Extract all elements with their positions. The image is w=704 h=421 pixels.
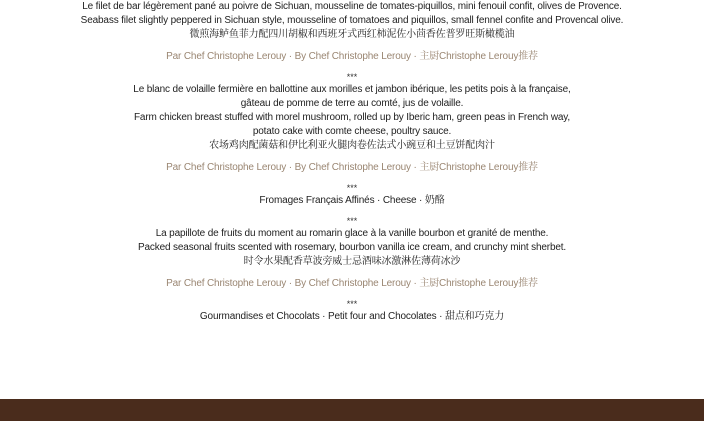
cheese-course: Fromages Français Affinés · Cheese · 奶酪 (259, 195, 445, 206)
separator: *** (346, 216, 358, 226)
poultry-description-fr-2: gâteau de pomme de terre au comté, jus de volaille. (240, 98, 464, 109)
separator: *** (346, 72, 358, 82)
dessert-description-fr: La papillote de fruits du moment au romarin glace à la vanille bourbon et granité de menthe. (155, 228, 549, 239)
poultry-description-fr-1: Le blanc de volaille fermière en ballottine aux morilles et jambon ibérique, les petits pois à la française, (133, 84, 571, 95)
poultry-description-zh: 农场鸡肉配菌菇和伊比利亚火腿肉卷佐法式小豌豆和土豆饼配肉汁 (209, 140, 495, 151)
separator: *** (346, 299, 358, 309)
petit-four-course: Gourmandises et Chocolats · Petit four and Chocolates · 甜点和巧克力 (199, 311, 505, 322)
dessert-description-en: Packed seasonal fruits scented with rosemary, bourbon vanilla ice cream, and crunchy mint sherbet. (137, 242, 567, 253)
chef-note-dessert: Par Chef Christophe Lerouy · By Chef Christophe Lerouy · 主厨Christophe Lerouy推荐 (166, 278, 538, 289)
fish-description-en: Seabass filet slightly peppered in Sichuan style, mousseline of tomatoes and piquillos, small fennel confite and Provencal olive. (80, 15, 624, 26)
footer-bar (0, 399, 704, 421)
poultry-description-en-1: Farm chicken breast stuffed with morel mushroom, rolled up by Iberic ham, green peas in French way, (133, 112, 571, 123)
fish-description-zh: 微煎海鲈鱼菲力配四川胡椒和西班牙式西红柿泥佐小茴香佐普罗旺斯橄榄油 (189, 29, 515, 40)
dessert-description-zh: 时令水果配香草波旁威士忌酒味冰激淋佐薄荷冰沙 (243, 256, 461, 267)
separator: *** (346, 183, 358, 193)
poultry-description-en-2: potato cake with comte cheese, poultry sauce. (252, 126, 452, 137)
fish-description-fr: Le filet de bar légèrement pané au poivre de Sichuan, mousseline de tomates-piquillos, mini fenouil confit, olives de Provence. (82, 1, 622, 12)
chef-note-poultry: Par Chef Christophe Lerouy · By Chef Christophe Lerouy · 主厨Christophe Lerouy推荐 (166, 162, 538, 173)
chef-note-fish: Par Chef Christophe Lerouy · By Chef Christophe Lerouy · 主厨Christophe Lerouy推荐 (166, 51, 538, 62)
